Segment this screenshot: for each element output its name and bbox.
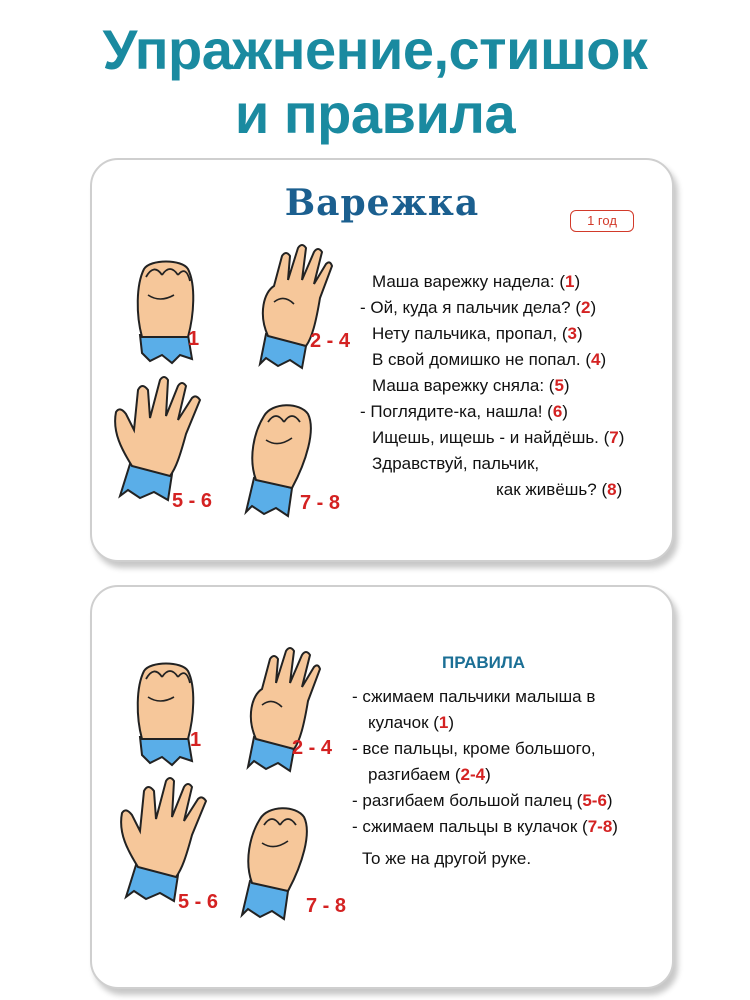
- step-label-5-6: 5 - 6: [172, 490, 213, 512]
- step-label-5-6: 5 - 6: [178, 891, 219, 913]
- step-label-1: 1: [190, 729, 202, 751]
- page-title: [0, 18, 750, 146]
- card-title: Варежка: [284, 182, 480, 224]
- step-label-2-4: 2 - 4: [292, 737, 333, 759]
- open-hand-icon: [114, 773, 224, 903]
- step-label-7-8: 7 - 8: [300, 492, 341, 514]
- poem-line: Маша варежку сняла: (5): [372, 376, 570, 395]
- step-label-1: 1: [188, 328, 200, 350]
- open-hand-icon: [108, 372, 218, 502]
- rule-line: - сжимаем пальчики малыша в: [352, 687, 596, 706]
- step-label-7-8: 7 - 8: [306, 895, 347, 917]
- rule-line: кулачок (1): [368, 713, 455, 732]
- rules-card: [90, 585, 674, 989]
- title-line-1: Упражнение,стишок: [102, 18, 648, 81]
- exercise-card: [90, 158, 674, 562]
- rules-title: ПРАВИЛА: [442, 653, 526, 672]
- poem-line: - Ой, куда я пальчик дела? (2): [360, 298, 597, 317]
- rule-line: - все пальцы, кроме большого,: [352, 739, 596, 758]
- poem-line: как живёшь? (8): [496, 480, 623, 499]
- poem-line: Нету пальчика, пропал, (3): [372, 324, 583, 343]
- poem-line: Маша варежку надела: (1): [372, 272, 581, 291]
- age-badge: 1 год: [570, 210, 634, 232]
- rule-line: То же на другой руке.: [362, 849, 532, 868]
- title-line-2: и правила: [234, 82, 516, 145]
- rule-line: - сжимаем пальцы в кулачок (7-8): [352, 817, 618, 836]
- poem-line: - Поглядите-ка, нашла! (6): [360, 402, 568, 421]
- poem-line: Здравствуй, пальчик,: [372, 454, 540, 473]
- step-label-2-4: 2 - 4: [310, 330, 351, 352]
- rule-line: - разгибаем большой палец (5-6): [352, 791, 613, 810]
- rule-line: разгибаем (2-4): [368, 765, 491, 784]
- poem-line: Ищешь, ищешь - и найдёшь. (7): [372, 428, 625, 447]
- poem-line: В свой домишко не попал. (4): [372, 350, 607, 369]
